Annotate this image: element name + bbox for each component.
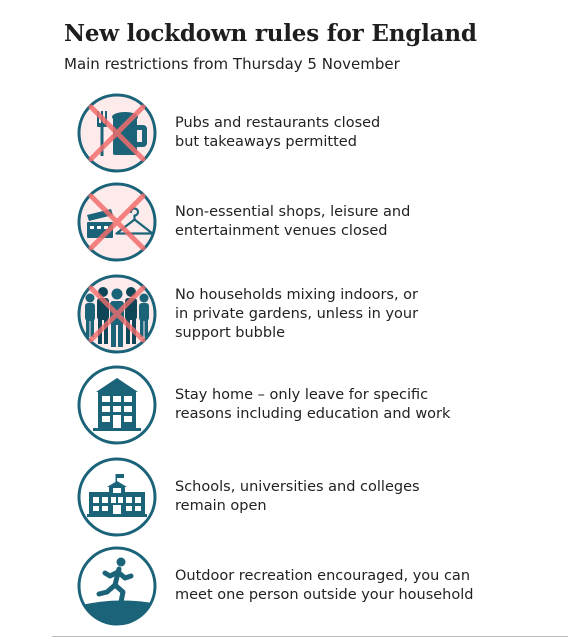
rule-item-pubs	[77, 91, 557, 175]
outdoor-recreation-icon	[77, 546, 157, 626]
rule-text-schools	[175, 478, 545, 516]
rule-item-stay-home	[77, 363, 557, 447]
page-title: New lockdown rules for England	[64, 20, 477, 47]
rule-text-shops	[175, 203, 545, 241]
rule-line: Schools, universities and colleges	[175, 479, 420, 495]
rule-item-households	[77, 272, 557, 356]
rule-line: Pubs and restaurants closed	[175, 115, 381, 131]
page-subtitle: Main restrictions from Thursday 5 November	[64, 55, 400, 73]
rule-line: No households mixing indoors, or	[175, 286, 419, 303]
rule-line: in private gardens, unless in your	[175, 305, 419, 322]
rule-line: support bubble	[175, 324, 286, 341]
rule-line: Stay home – only leave for specific	[175, 387, 429, 403]
rule-line: reasons including education and work	[175, 406, 451, 422]
no-household-mixing-icon	[77, 274, 157, 354]
rule-line: entertainment venues closed	[175, 223, 388, 239]
pub-restaurant-closed-icon	[77, 93, 157, 173]
rule-text-outdoor	[175, 567, 545, 605]
rule-text-stay-home	[175, 386, 545, 424]
stay-home-icon	[77, 365, 157, 445]
rule-line: Non-essential shops, leisure and	[175, 204, 411, 220]
rule-item-shops	[77, 180, 557, 264]
schools-open-icon	[77, 457, 157, 537]
rule-item-schools	[77, 455, 557, 539]
shops-leisure-closed-icon	[77, 182, 157, 262]
rule-line: Outdoor recreation encouraged, you can	[175, 568, 471, 584]
rule-text-households	[175, 286, 545, 343]
rule-line: meet one person outside your household	[175, 587, 474, 603]
rule-line: but takeaways permitted	[175, 134, 357, 150]
rule-text-pubs	[175, 114, 545, 152]
rule-line: remain open	[175, 498, 267, 514]
rule-item-outdoor	[77, 544, 557, 628]
bottom-divider	[52, 636, 568, 637]
